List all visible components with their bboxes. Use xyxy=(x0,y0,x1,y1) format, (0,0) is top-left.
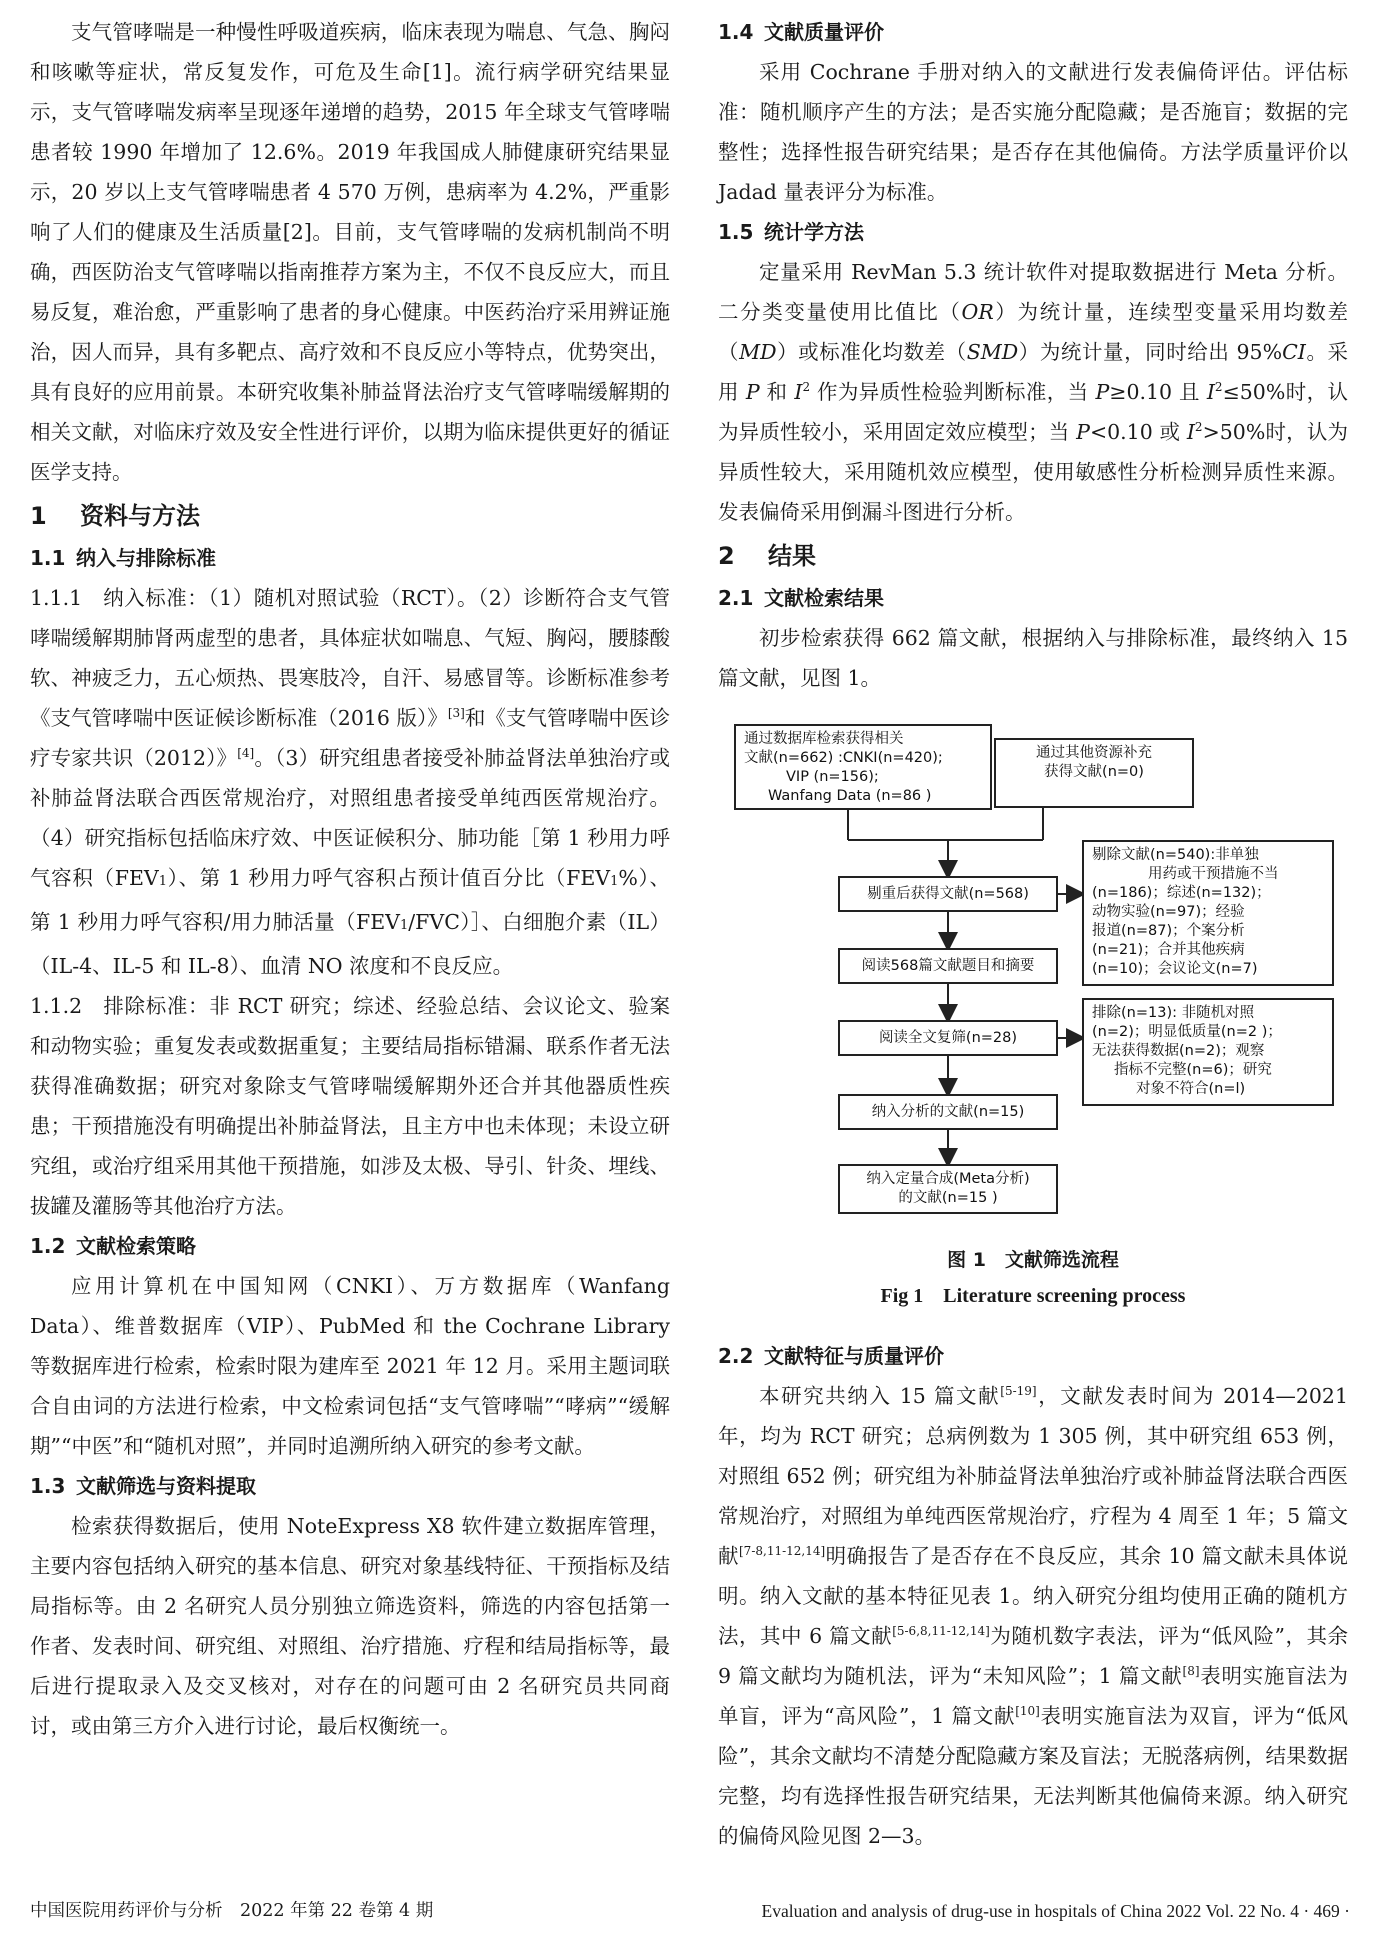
math-var: P xyxy=(1095,380,1110,404)
box-fulltext: 阅读全文复筛(n=28) xyxy=(838,1020,1058,1056)
section-1-heading xyxy=(30,494,670,538)
section-number: 1.4 xyxy=(718,20,754,44)
box-excluded-abstract xyxy=(1082,840,1334,986)
box-line: 排除(n=13): 非随机对照 xyxy=(1092,1005,1255,1021)
section-2-heading xyxy=(718,534,1348,578)
flowchart-figure xyxy=(718,708,1348,1242)
exclusion-criteria-paragraph xyxy=(30,986,670,1226)
section-1-5-heading xyxy=(718,212,1348,252)
section-title: 文献检索策略 xyxy=(76,1234,196,1258)
box-line: 对象不符合(n=l) xyxy=(1136,1081,1246,1097)
box-line: (n=2)；明显低质量(n=2 )； xyxy=(1092,1024,1282,1040)
text-run: 明确报告了是否存在不良反应，其余 10 篇文献未具体说明。纳入文献的基本特征见表 1。纳入研究分组均使用正确的随机方法，其中 6 篇文献 xyxy=(718,1544,1349,1648)
section-title: 文献质量评价 xyxy=(764,20,884,44)
text-run: ）为统计量，连续型变量采用均数差（ xyxy=(718,300,1349,364)
citation: [4] xyxy=(237,746,255,761)
section-title: 文献筛选与资料提取 xyxy=(76,1474,256,1498)
figure-caption-en: Fig 1 Literature screening process xyxy=(880,1285,1186,1307)
section-number: 1.3 xyxy=(30,1474,66,1498)
box-line: 无法获得数据(n=2)；观察 xyxy=(1092,1043,1265,1059)
section-number: 2 xyxy=(718,542,735,570)
box-line: 通过数据库检索获得相关 xyxy=(744,731,904,747)
box-line: 报道(n=87)；个案分析 xyxy=(1092,923,1245,939)
section-number: 1.1 xyxy=(30,546,66,570)
paragraph-number: 1.1.1 xyxy=(30,586,83,610)
math-var: MD xyxy=(739,340,777,364)
citation: [8] xyxy=(1182,1664,1200,1679)
citation: [5-6,8,11-12,14] xyxy=(892,1624,990,1639)
intro-paragraph: 支气管哮喘是一种慢性呼吸道疾病，临床表现为喘息、气急、胸闷和咳嗽等症状，常反复发作，可危及生命[1]。流行病学研究结果显示，支气管哮喘发病率呈现逐年递增的趋势，2015 年全球支气管哮喘患者较 1990 年增加了 12.6%。2019 年我国成人肺健康研究结果显示，20 岁以上支气管哮喘患者 4 570 万例，患病率为 4.2%，严重影响了人们的健康及生活质量[2]。目前，支气管哮喘的发病机制尚不明确，西医防治支气管哮喘以指南推荐方案为主，不仅不良反应大，而且易反复，难治愈，严重影响了患者的身心健康。中医药治疗采用辨证施治，因人而异，具有多靶点、高疗效和不良反应小等特点，优势突出，具有良好的应用前景。本研究收集补肺益肾法治疗支气管哮喘缓解期的相关文献，对临床疗效及安全性进行评价，以期为临床提供更好的循证医学支持。 xyxy=(30,20,670,484)
math-var: I xyxy=(794,380,803,404)
text-run: 本研究共纳入 15 篇文献 xyxy=(759,1384,1001,1408)
text-run: ≤50%时，认为异质性较小，采用固定效应模型；当 xyxy=(718,380,1348,444)
search-strategy-paragraph: 应用计算机在中国知网（CNKI）、万方数据库（Wanfang Data）、维普数据库（VIP）、PubMed 和 the Cochrane Library 等数据库进行检索，检索时限为建库至 2021 年 12 月。采用主题词联合自由词的方法进行检索，中文检索词包括“支气管哮喘”“哮病”“缓解期”“中医”和“随机对照”，并同时追溯所纳入研究的参考文献。 xyxy=(30,1274,670,1458)
box-line: 文献(n=662) :CNKI(n=420); xyxy=(744,750,943,766)
text-run: 作为异质性检验判断标准，当 xyxy=(810,380,1096,404)
search-result-paragraph: 初步检索获得 662 篇文献，根据纳入与排除标准，最终纳入 15 篇文献，见图 1。 xyxy=(718,626,1348,690)
box-deduplicated: 剔重后获得文献(n=568) xyxy=(838,876,1058,912)
box-line: 通过其他资源补充 xyxy=(1036,745,1152,761)
text-run: 为随机数字表法，评为“低风险”，其余 9 篇文献均为随机法，评为“未知风险”；1 篇文献 xyxy=(718,1624,1348,1688)
section-number: 1.5 xyxy=(718,220,754,244)
box-database-search xyxy=(734,724,992,810)
text-run: >50%时，认为异质性较大，采用随机效应模型，使用敏感性分析检测异质性来源。发表偏倚采用倒漏斗图进行分析。 xyxy=(718,420,1348,524)
box-line: 用药或干预措施不当 xyxy=(1148,866,1279,882)
text-run: ）或标准化均数差（ xyxy=(776,340,967,364)
citation: [7-8,11-12,14] xyxy=(739,1544,826,1559)
math-var: OR xyxy=(961,300,994,324)
section-number: 1.2 xyxy=(30,1234,66,1258)
section-number: 2.2 xyxy=(718,1344,754,1368)
text-run: <0.10 或 xyxy=(1089,420,1187,444)
text-run: 非 RCT 研究；综述、经验总结、会议论文、验案和动物实验；重复发表或数据重复；主要结局指标错漏、联系作者无法获得准确数据；研究对象除支气管哮喘缓解期外还合并其他器质性疾患；干预措施没有明确提出补肺益肾法，且主方中也未体现；未设立研究组，或治疗组采用其他干预措施，如涉及太极、导引、针灸、埋线、拔罐及灌肠等其他治疗方法。 xyxy=(30,994,671,1218)
figure-caption-cn: 图 1 文献筛选流程 xyxy=(947,1249,1119,1271)
paragraph-label: 排除标准： xyxy=(102,994,210,1018)
section-2-2-heading xyxy=(718,1336,1348,1376)
section-number: 1 xyxy=(30,502,47,530)
section-1-3-heading xyxy=(30,1466,670,1506)
subscript: 1 xyxy=(158,874,167,889)
math-var: P xyxy=(745,380,760,404)
box-line: 获得文献(n=0) xyxy=(1044,764,1144,780)
journal-name-en: Evaluation and analysis of drug-use in hospitals of China 2022 Vol. 22 No. 4 · 469 · xyxy=(761,1901,1350,1921)
paragraph-number: 1.1.2 xyxy=(30,994,83,1018)
superscript: 2 xyxy=(1214,380,1223,395)
subscript: 1 xyxy=(610,874,619,889)
right-column xyxy=(718,12,1348,1856)
box-line: (n=21)；合并其他疾病 xyxy=(1092,942,1245,958)
text-run: （1）随机对照试验（RCT）。（2）诊断符合支气管哮喘缓解期肺肾两虚型的患者，具体症状如喘息、气短、胸闷，腰膝酸软、神疲乏力，五心烦热、畏寒肢冷，自汗、易感冒等。诊断标准参考《支气管哮喘中医证候诊断标准（2016 版）》 xyxy=(30,586,670,730)
box-line: 指标不完整(n=6)；研究 xyxy=(1114,1062,1272,1078)
text-run: ）为统计量，同时给出 95% xyxy=(1018,340,1283,364)
box-line: (n=10)；会议论文(n=7) xyxy=(1092,961,1258,977)
section-title: 纳入与排除标准 xyxy=(76,546,216,570)
section-2-1-heading xyxy=(718,578,1348,618)
section-title: 文献检索结果 xyxy=(764,586,884,610)
citation: [10] xyxy=(1015,1704,1040,1719)
text-run: 表明实施盲法为单盲，评为“高风险”，1 篇文献 xyxy=(718,1664,1349,1728)
section-number: 2.1 xyxy=(718,586,754,610)
text-run: /FVC）］、白细胞介素（IL）（IL-4、IL-5 和 IL-8）、血清 NO 浓度和不良反应。 xyxy=(30,910,670,978)
box-line: 的文献(n=15 ) xyxy=(898,1190,998,1206)
box-line: 纳入定量合成(Meta分析) xyxy=(866,1171,1030,1187)
box-other-sources xyxy=(994,738,1194,808)
section-title: 统计学方法 xyxy=(764,220,864,244)
page-footer xyxy=(30,1896,1350,1926)
subscript: 1 xyxy=(399,918,409,933)
section-title: 文献特征与质量评价 xyxy=(764,1344,944,1368)
box-included-analysis: 纳入分析的文献(n=15) xyxy=(838,1094,1058,1130)
quality-paragraph: 采用 Cochrane 手册对纳入的文献进行发表偏倚评估。评估标准：随机顺序产生的方法；是否实施分配隐藏；是否施盲；数据的完整性；选择性报告研究结果；是否存在其他偏倚。方法学质量评价以 Jadad 量表评分为标准。 xyxy=(718,60,1348,204)
box-line: 动物实验(n=97)；经验 xyxy=(1092,904,1245,920)
section-1-2-heading xyxy=(30,1226,670,1266)
screening-paragraph: 检索获得数据后，使用 NoteExpress X8 软件建立数据库管理，主要内容包括纳入研究的基本信息、研究对象基线特征、干预指标及结局指标等。由 2 名研究人员分别独立筛选资料，筛选的内容包括第一作者、发表时间、研究组、对照组、治疗措施、疗程和结局指标等，最后进行提取录入及交叉核对，对存在的问题可由 2 名研究员共同商讨，或由第三方介入进行讨论，最后权衡统一。 xyxy=(30,1514,670,1738)
box-line: Wanfang Data (n=86 ) xyxy=(768,788,932,804)
box-excluded-fulltext xyxy=(1082,998,1334,1106)
math-var: SMD xyxy=(966,340,1019,364)
text-run: ，文献发表时间为 2014—2021 年，均为 RCT 研究；总病例数为 1 305 例，其中研究组 653 例，对照组 652 例；研究组为补肺益肾法单独治疗或补肺益肾法联合西医常规治疗，对照组为单纯西医常规治疗，疗程为 4 周至 1 年；5 篇文献 xyxy=(718,1384,1348,1568)
paragraph-label: 纳入标准： xyxy=(102,586,209,610)
inclusion-criteria-paragraph xyxy=(30,578,670,986)
text-run: 。采用 xyxy=(718,340,1349,404)
text-run: %）、第 1 秒用力呼气容积/用力肺活量（FEV xyxy=(30,866,670,934)
math-var: CI xyxy=(1282,340,1306,364)
section-title: 结果 xyxy=(768,542,816,570)
text-run: 和《支气管哮喘中医诊疗专家共识（2012）》 xyxy=(30,706,671,770)
section-1-4-heading xyxy=(718,12,1348,52)
text-run: 定量采用 RevMan 5.3 统计软件对提取数据进行 Meta 分析。二分类变量使用比值比（ xyxy=(718,260,1348,324)
left-column xyxy=(30,12,670,1746)
text-run: 表明实施盲法为双盲，评为“低风险”，其余文献均不清楚分配隐藏方案及盲法；无脱落病例，结果数据完整，均有选择性报告研究结果，无法判断其他偏倚来源。纳入研究的偏倚风险见图 2—3。 xyxy=(718,1704,1348,1848)
citation: [3] xyxy=(447,706,465,721)
statistics-paragraph xyxy=(718,252,1348,532)
math-var: I xyxy=(1186,420,1195,444)
box-meta-analysis xyxy=(838,1164,1058,1214)
box-line: VIP (n=156); xyxy=(786,769,879,785)
section-1-1-heading xyxy=(30,538,670,578)
superscript: 2 xyxy=(1194,420,1203,435)
math-var: I xyxy=(1206,380,1215,404)
text-run: ≥0.10 且 xyxy=(1109,380,1207,404)
citation: [5-19] xyxy=(1000,1384,1037,1399)
characteristics-paragraph xyxy=(718,1376,1348,1856)
text-run: 。（3）研究组患者接受补肺益肾法单独治疗或补肺益肾法联合西医常规治疗，对照组患者接受单纯西医常规治疗。（4）研究指标包括临床疗效、中医证候积分、肺功能［第 1 秒用力呼气容积（FEV xyxy=(30,746,671,890)
math-var: P xyxy=(1076,420,1090,444)
box-line: (n=186)；综述(n=132)； xyxy=(1092,885,1271,901)
box-read-abstracts: 阅读568篇文献题目和摘要 xyxy=(838,948,1058,984)
journal-name-cn: 中国医院用药评价与分析 2022 年第 22 卷第 4 期 xyxy=(30,1901,434,1921)
box-line: 剔除文献(n=540):非单独 xyxy=(1092,847,1259,863)
section-title: 资料与方法 xyxy=(80,502,200,530)
superscript: 2 xyxy=(802,380,811,395)
text-run: 和 xyxy=(759,380,795,404)
text-run: ）、第 1 秒用力呼气容积占预计值百分比（FEV xyxy=(167,866,611,890)
